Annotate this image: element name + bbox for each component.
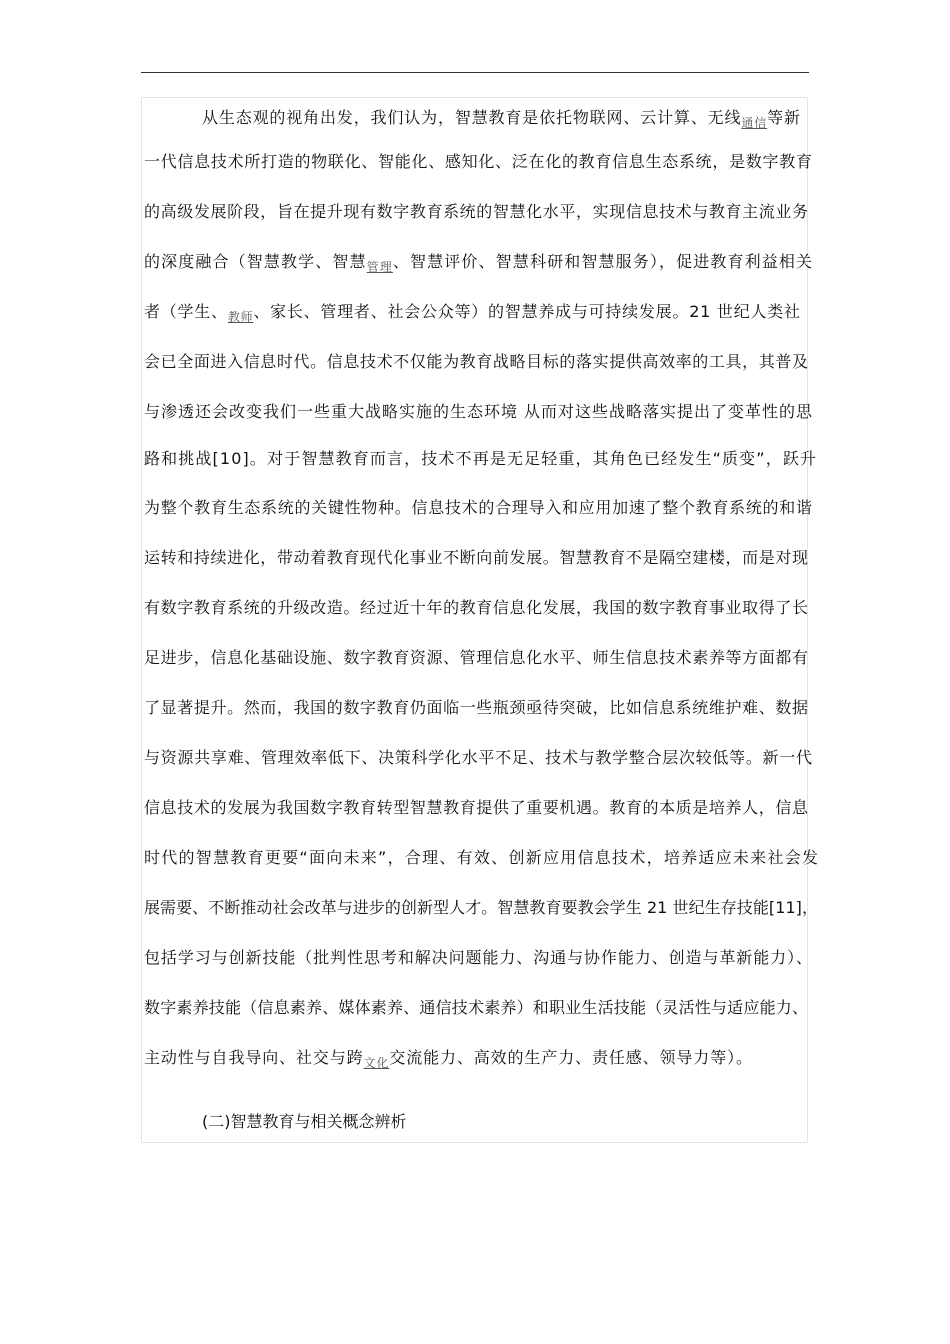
header-rule: [141, 72, 809, 73]
inline-link[interactable]: 通信: [741, 116, 768, 130]
text-line: [144, 596, 809, 620]
text-line: [144, 350, 809, 374]
text-line: [144, 846, 819, 870]
text-run: 信息技术的发展为我国数字教育转型智慧教育提供了重要机遇。教育的本质是培养人，信息: [144, 798, 809, 817]
text-line: [144, 400, 813, 424]
text-line: [144, 546, 809, 570]
text-line: [144, 896, 818, 920]
section-heading: (二)智慧教育与相关概念辨析: [202, 1112, 407, 1131]
text-line: [144, 150, 813, 174]
text-run: 展需要、不断推动社会改革与进步的创新型人才。智慧教育要教会学生 21 世纪生存技能[11]，: [144, 898, 819, 917]
text-line: [144, 746, 813, 770]
text-run: 与渗透还会改变我们一些重大战略实施的生态环境 从而对这些战略落实提出了变革性的思: [144, 402, 813, 421]
text-run: 一代信息技术所打造的物联化、智能化、感知化、泛在化的教育信息生态系统，是数字教育: [144, 152, 813, 171]
text-line: [144, 646, 809, 670]
text-run: 者（学生、: [144, 302, 228, 321]
text-run: 会已全面进入信息时代。信息技术不仅能为教育战略目标的落实提供高效率的工具，其普及: [144, 352, 809, 371]
text-line: [144, 447, 817, 471]
text-line: [144, 946, 813, 970]
text-run: 、家长、管理者、社会公众等）的智慧养成与可持续发展。21 世纪人类社: [253, 302, 801, 321]
inline-link[interactable]: 管理: [366, 260, 393, 274]
text-line: [144, 696, 809, 720]
text-run: 路和挑战[10]。对于智慧教育而言，技术不再是无足轻重，其角色已经发生“质变”，跃升: [144, 449, 818, 468]
text-run: 、智慧评价、智慧科研和智慧服务），促进教育利益相关: [392, 252, 814, 271]
text-line: [144, 250, 813, 274]
text-run: 交流能力、高效的生产力、责任感、领导力等）。: [389, 1048, 753, 1067]
text-run: 数字素养技能（信息素养、媒体素养、通信技术素养）和职业生活技能（灵活性与适应能力、: [144, 998, 809, 1017]
text-line: [144, 300, 801, 324]
text-line: [202, 106, 801, 130]
text-run: 有数字教育系统的升级改造。经过近十年的教育信息化发展，我国的数字教育事业取得了长: [144, 598, 809, 617]
text-line: [144, 796, 809, 820]
text-run: 为整个教育生态系统的关键性物种。信息技术的合理导入和应用加速了整个教育系统的和谐: [144, 498, 813, 517]
text-line: [144, 200, 809, 224]
text-run: 与资源共享难、管理效率低下、决策科学化水平不足、技术与教学整合层次较低等。新一代: [144, 748, 813, 767]
text-run: 运转和持续进化，带动着教育现代化事业不断向前发展。智慧教育不是隔空建楼，而是对现: [144, 548, 809, 567]
text-run: 包括学习与创新技能（批判性思考和解决问题能力、沟通与协作能力、创造与革新能力）、: [144, 948, 813, 967]
text-run: 等新: [767, 108, 801, 127]
text-run: 了显著提升。然而，我国的数字教育仍面临一些瓶颈亟待突破，比如信息系统维护难、数据: [144, 698, 809, 717]
text-run: 主动性与自我导向、社交与跨: [144, 1048, 364, 1067]
text-run: 足进步，信息化基础设施、数字教育资源、管理信息化水平、师生信息技术素养等方面都有: [144, 648, 809, 667]
text-run: 从生态观的视角出发，我们认为，智慧教育是依托物联网、云计算、无线: [202, 108, 742, 127]
text-run: 的高级发展阶段，旨在提升现有数字教育系统的智慧化水平，实现信息技术与教育主流业务: [144, 202, 809, 221]
text-line: [144, 996, 808, 1020]
text-line: [144, 496, 813, 520]
inline-link[interactable]: 教师: [227, 310, 254, 324]
inline-link[interactable]: 文化: [363, 1056, 390, 1070]
text-run: 的深度融合（智慧教学、智慧: [144, 252, 367, 271]
text-run: 时代的智慧教育更要“面向未来”，合理、有效、创新应用信息技术，培养适应未来社会发: [144, 848, 820, 867]
text-line: [144, 1046, 753, 1070]
